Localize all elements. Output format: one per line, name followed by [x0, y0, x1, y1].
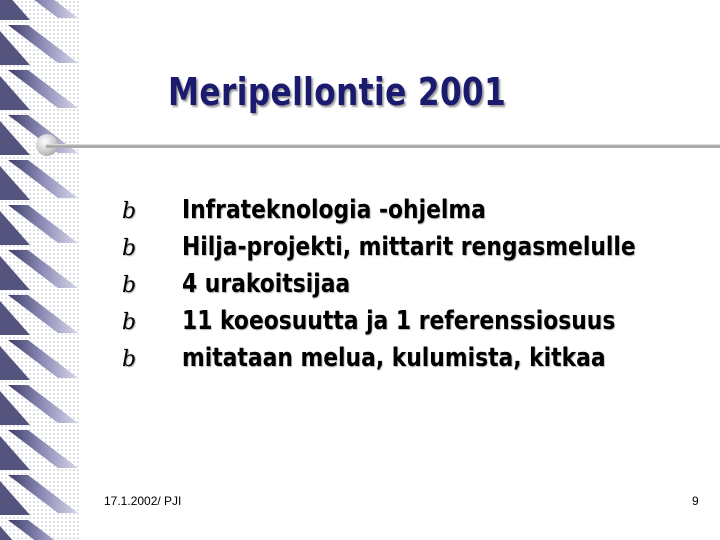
slide-title: Meripellontie 2001: [168, 70, 507, 114]
bullet-glyph-icon: b: [122, 347, 137, 372]
bullet-glyph-icon: b: [122, 310, 137, 335]
bullet-glyph-icon: b: [122, 273, 137, 298]
page-number: 9: [692, 494, 699, 508]
bullet-text: 4 urakoitsijaa: [182, 269, 351, 299]
bullet-text: mitataan melua, kulumista, kitkaa: [182, 343, 606, 373]
title-rule: [46, 144, 720, 148]
bullet-text: Infrateknologia -ohjelma: [182, 195, 486, 225]
bullet-glyph-icon: b: [122, 236, 137, 261]
footer-date-author: 17.1.2002/ PJI: [104, 494, 182, 508]
bullet-glyph-icon: b: [122, 199, 137, 224]
bullet-text: 11 koeosuutta ja 1 referenssiosuus: [182, 306, 616, 336]
decorative-chevron-stripe: [0, 0, 80, 540]
bullet-text: Hilja-projekti, mittarit rengasmelulle: [182, 232, 636, 262]
